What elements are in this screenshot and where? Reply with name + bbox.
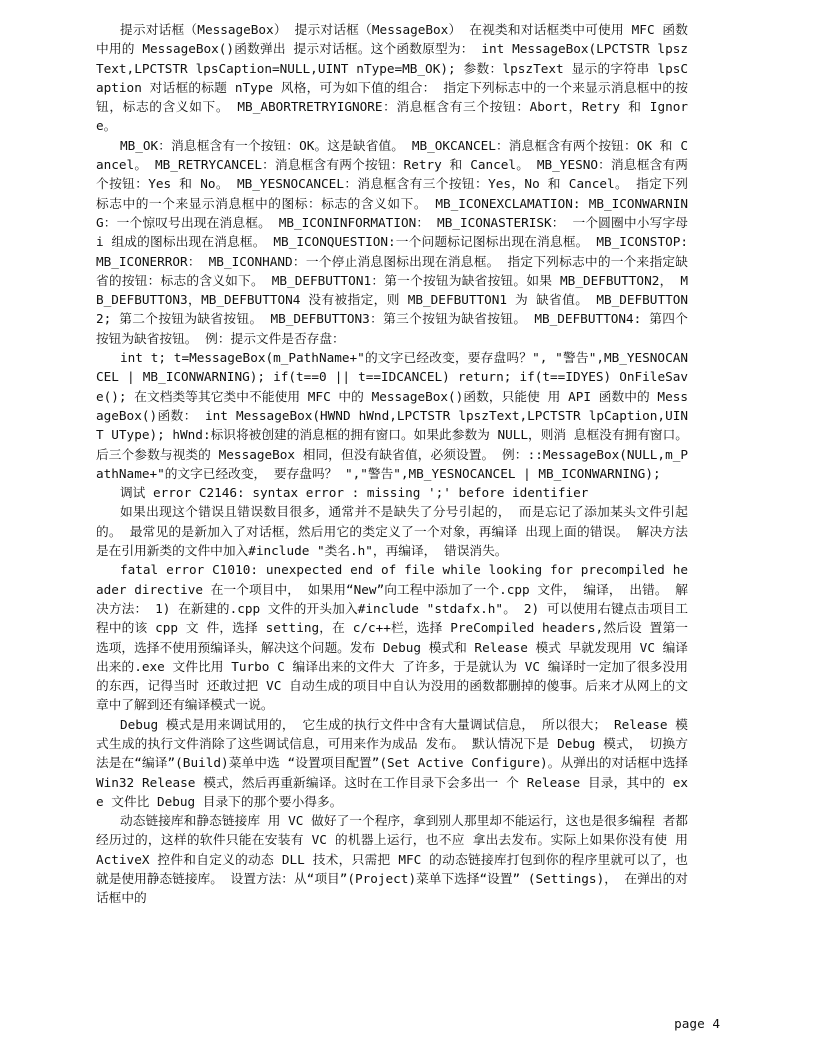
paragraph-dll-static-lib: 动态链接库和静态链接库 用 VC 做好了一个程序，拿到别人那里却不能运行，这也是很多编程 者都经历过的，这样的软件只能在安装有 VC 的机器上运行，也不应 拿出去发布。实际上如果你没有使 用 ActiveX 控件和自定义的动态 DLL 技术，只需把 MFC 的动态链接库打包到你的程序里就可以了，也 就是使用静态链接库。 设置方法：从“项目”(Project)菜单下选择“设置” (Settings)， 在弹出的对话框中的 bbox=[96, 813, 696, 906]
paragraph-messagebox-intro: 提示对话框（MessageBox） 提示对话框（MessageBox） 在视类和对话框类中可使用 MFC 函数中用的 MessageBox()函数弹出 提示对话框。这个函数原型为： int MessageBox(LPCTSTR lpszText,LPCTSTR lpsCaption=NULL,UINT nType=MB_OK); 参数：lpszText 显示的字符串 lpsCaption 对话框的标题 nType 风格，可为如下值的组合： 指定下列标志中的一个来显示消息框中的按钮，标志的含义如下。 MB_ABORTRETRYIGNORE：消息框含有三个按钮：Abort，Retry 和 Ignore。 bbox=[96, 22, 688, 134]
page-number: page 4 bbox=[674, 1016, 720, 1031]
paragraph-c2146-explanation: 如果出现这个错误且错误数目很多，通常并不是缺失了分号引起的， 而是忘记了添加某头文件引起的。 最常见的是新加入了对话框，然后用它的类定义了一个对象，再编译 出现上面的错误。 解决方法是在引用新类的文件中加入#include "类名.h"，再编译， 错误消失。 bbox=[96, 504, 688, 559]
paragraph-messagebox-example: int t; t=MessageBox(m_PathName+"的文字已经改变，要存盘吗？", "警告",MB_YESNOCANCEL | MB_ICONWARNING); if(t==0 || t==IDCANCEL) return; if(t==IDYES) OnFileSave(); 在文档类等其它类中不能使用 MFC 中的 MessageBox()函数，只能使 用 API 函数中的 MessageBox()函数： int MessageBox(HWND hWnd,LPCTSTR lpszText,LPCTSTR lpCaption,UINT UType); hWnd:标识将被创建的消息框的拥有窗口。如果此参数为 NULL，则消 息框没有拥有窗口。 后三个参数与视类的 MessageBox 相同，但没有缺省值，必须设置。 例：::MessageBox(NULL,m_PathName+"的文字已经改变， 要存盘吗？ ","警告",MB_YESNOCANCEL | MB_ICONWARNING); bbox=[96, 350, 696, 481]
paragraph-debug-release-mode: Debug 模式是用来调试用的， 它生成的执行文件中含有大量调试信息， 所以很大； Release 模式生成的执行文件消除了这些调试信息，可用来作为成品 发布。 默认情况下是 Debug 模式， 切换方法是在“编译”(Build)菜单中选 “设置项目配置”(Set Active Configure)。从弹出的对话框中选择 Win32 Release 模式，然后再重新编译。这时在工作目录下会多出一 个 Release 目录，其中的 exe 文件比 Debug 目录下的那个要小得多。 bbox=[96, 716, 696, 809]
paragraph-debug-error-c2146: 调试 error C2146: syntax error : missing ';' before identifier bbox=[120, 485, 589, 501]
paragraph-fatal-error-c1010: fatal error C1010: unexpected end of file while looking for precompiled header directive 在一个项目中， 如果用“New”向工程中添加了一个.cpp 文件， 编译， 出错。 解决方法： 1) 在新建的.cpp 文件的开头加入#include "stdafx.h"。 2) 可以使用右键点击项目工程中的该 cpp 文 件，选择 setting，在 c/c++栏，选择 PreCompiled headers,然后设 置第一选项，选择不使用预编译头，解决这个问题。发布 Debug 模式和 Release 模式 早就发现用 VC 编译出来的.exe 文件比用 Turbo C 编译出来的文件大 了许多，于是就认为 VC 编译时一定加了很多没用的东西，记得当时 还敢过把 VC 自动生成的项目中自认为没用的函数都删掉的傻事。后来才从网上的文章中了解到还有编译模式一说。 bbox=[96, 562, 688, 713]
document-page bbox=[96, 20, 696, 1010]
paragraph-messagebox-flags: MB_OK：消息框含有一个按钮：OK。这是缺省值。 MB_OKCANCEL：消息框含有两个按钮：OK 和 Cancel。 MB_RETRYCANCEL：消息框含有两个按钮：Retry 和 Cancel。 MB_YESNO：消息框含有两个按钮：Yes 和 No。 MB_YESNOCANCEL：消息框含有三个按钮：Yes，No 和 Cancel。 指定下列标志中的一个来显示消息框中的图标：标志的含义如下。 MB_ICONEXCLAMATION: MB_ICONWARNING：一个惊叹号出现在消息框。 MB_ICONINFORMATION： MB_ICONASTERISK： 一个圆圈中小写字母 i 组成的图标出现在消息框。 MB_ICONQUESTION:一个问题标记图标出现在消息框。 MB_ICONSTOP: MB_ICONERROR： MB_ICONHAND：一个停止消息图标出现在消息框。 指定下列标志中的一个来指定缺省的按钮：标志的含义如下。 MB_DEFBUTTON1：第一个按钮为缺省按钮。如果 MB_DEFBUTTON2， MB_DEFBUTTON3，MB_DEFBUTTON4 没有被指定，则 MB_DEFBUTTON1 为 缺省值。 MB_DEFBUTTON2; 第二个按钮为缺省按钮。 MB_DEFBUTTON3：第三个按钮为缺省按钮。 MB_DEFBUTTON4: 第四个按钮为缺省按钮。 例：提示文件是否存盘： bbox=[96, 137, 696, 346]
